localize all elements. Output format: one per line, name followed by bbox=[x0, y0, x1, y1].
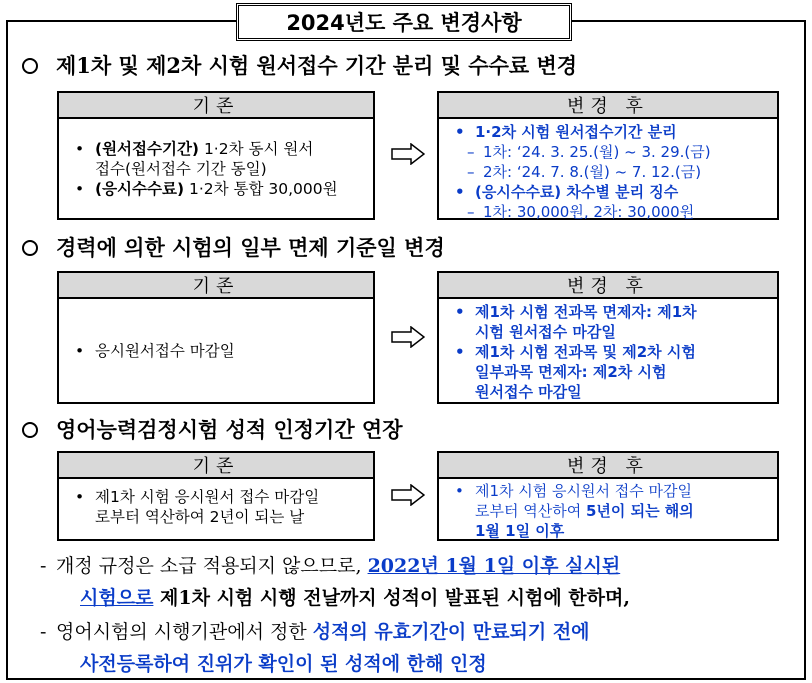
item-text: 시험 원서접수 마감일 bbox=[475, 323, 616, 341]
before-box-2 bbox=[57, 271, 375, 404]
item-label: (원서접수기간) bbox=[95, 139, 200, 158]
sub-item: – 2차: ‘24. 7. 8.(월) ~ 7. 12.(금) bbox=[453, 162, 769, 182]
item-text: 제1차 시험 응시원서 접수 마감일 bbox=[95, 488, 320, 506]
item-text-emphasis: 1월 1일 이후 bbox=[475, 522, 565, 540]
after-box-2 bbox=[437, 271, 779, 404]
section-heading-text: 경력에 의한 시험의 일부 면제 기준일 변경 bbox=[56, 235, 445, 260]
item-text: 접수(원서접수 기간 동일) bbox=[95, 159, 267, 178]
after-header: 변경 후 bbox=[439, 93, 777, 119]
list-item bbox=[453, 302, 769, 342]
item-text-emphasis: 5년이 되는 해의 bbox=[585, 502, 694, 520]
hollow-circle-icon bbox=[22, 58, 38, 74]
before-body bbox=[59, 479, 373, 527]
section-heading-text: 영어능력검정시험 성적 인정기간 연장 bbox=[56, 417, 403, 442]
note-highlight: 2022년 1월 1일 이후 실시된 bbox=[367, 555, 621, 577]
page-title: 2024년도 주요 변경사항 bbox=[236, 3, 572, 41]
note-highlight: 사전등록하여 진위가 확인이 된 성적에 한해 인정 bbox=[80, 653, 487, 675]
note-text-bold: 제1차 시험 시행 전날까지 성적이 발표된 시험에 한하며, bbox=[153, 587, 630, 609]
hollow-right-arrow-icon bbox=[391, 484, 425, 506]
before-box-3 bbox=[57, 451, 375, 541]
after-body bbox=[439, 299, 777, 402]
hollow-circle-icon bbox=[22, 240, 38, 256]
list-item bbox=[453, 481, 769, 541]
hollow-circle-icon bbox=[22, 422, 38, 438]
section-heading-1 bbox=[22, 50, 577, 80]
item-label: (응시수수료) bbox=[95, 179, 185, 198]
after-header: 변경 후 bbox=[439, 273, 777, 299]
before-body bbox=[59, 119, 373, 218]
before-header: 기존 bbox=[59, 453, 373, 479]
item-text: 제1차 시험 응시원서 접수 마감일 bbox=[475, 482, 692, 500]
section-heading-text: 제1차 및 제2차 시험 원서접수 기간 분리 및 수수료 변경 bbox=[56, 53, 578, 78]
after-box-1 bbox=[437, 91, 779, 220]
list-item bbox=[73, 139, 365, 179]
item-text: 일부과목 면제자: 제2차 시험 bbox=[475, 363, 667, 381]
hollow-right-arrow-icon bbox=[391, 143, 425, 165]
list-item: • 응시원서접수 마감일 bbox=[73, 341, 365, 361]
before-box-1 bbox=[57, 91, 375, 220]
list-item bbox=[453, 342, 769, 402]
list-item: • (응시수수료) 차수별 분리 징수 bbox=[453, 182, 769, 202]
item-text: 로부터 역산하여 2년이 되는 날 bbox=[95, 508, 305, 526]
sub-item: – 1차: 30,000원, 2차: 30,000원 bbox=[453, 202, 769, 222]
after-header: 변경 후 bbox=[439, 453, 777, 479]
item-text: 1·2차 동시 원서 bbox=[199, 139, 314, 158]
after-body bbox=[439, 119, 777, 222]
note-1-continued bbox=[80, 584, 630, 612]
note-text: 개정 규정은 소급 적용되지 않으므로, bbox=[56, 555, 368, 577]
note-highlight: 성적의 유효기간이 만료되기 전에 bbox=[312, 621, 590, 643]
hollow-right-arrow-icon bbox=[391, 326, 425, 348]
list-item bbox=[73, 179, 365, 199]
sub-item: – 1차: ‘24. 3. 25.(월) ~ 3. 29.(금) bbox=[453, 142, 769, 162]
note-2: - 영어시험의 시행기관에서 정한 성적의 유효기간이 만료되기 전에 bbox=[40, 621, 590, 643]
list-item bbox=[73, 487, 365, 527]
before-header: 기존 bbox=[59, 93, 373, 119]
item-text: 원서접수 마감일 bbox=[475, 383, 582, 401]
note-text: 영어시험의 시행기관에서 정한 bbox=[56, 621, 313, 643]
before-header: 기존 bbox=[59, 273, 373, 299]
item-text: 로부터 역산하여 bbox=[475, 502, 586, 520]
after-box-3 bbox=[437, 451, 779, 541]
item-text: 1·2차 통합 30,000원 bbox=[184, 179, 338, 198]
list-item: • 1·2차 시험 원서접수기간 분리 bbox=[453, 122, 769, 142]
section-heading-2 bbox=[22, 232, 445, 262]
before-body bbox=[59, 299, 373, 402]
note-highlight: 시험으로 bbox=[80, 587, 154, 609]
after-body bbox=[439, 479, 777, 541]
item-text: 제1차 시험 전과목 및 제2차 시험 bbox=[475, 343, 696, 361]
section-heading-3 bbox=[22, 414, 403, 444]
item-text: 제1차 시험 전과목 면제자: 제1차 bbox=[475, 303, 697, 321]
note-2-continued bbox=[80, 650, 487, 678]
note-1: - 개정 규정은 소급 적용되지 않으므로, 2022년 1월 1일 이후 실시된 bbox=[40, 555, 621, 577]
